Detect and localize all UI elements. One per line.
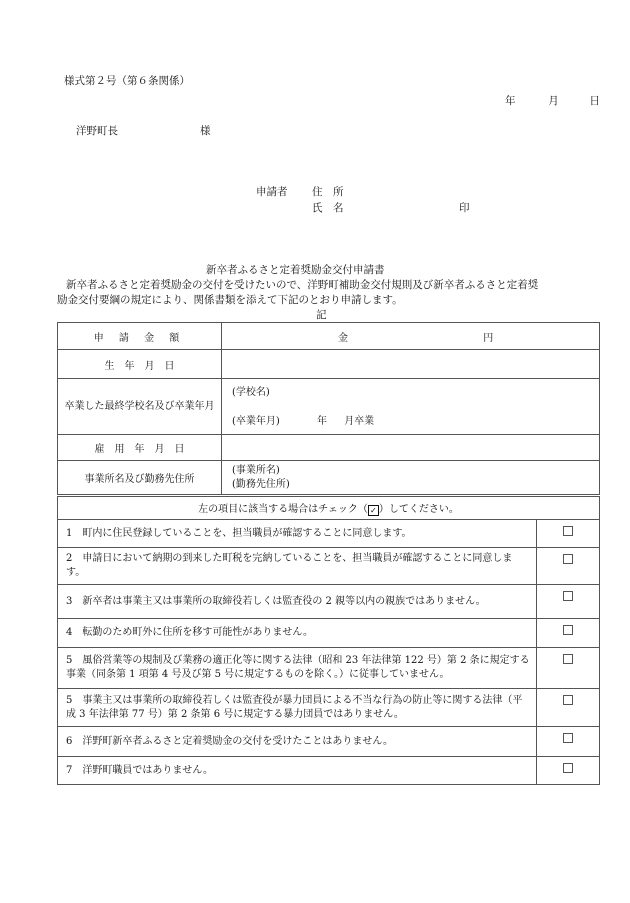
amount-prefix: 金 [338,332,348,344]
addressee: 洋野町長 [76,125,118,137]
checklist-item [58,727,600,757]
employment-row [58,435,600,461]
date-month: 月 [548,95,559,107]
checklist-table [57,496,600,785]
checklist-header-row [58,497,600,520]
checklist-item-cell [537,727,600,757]
checklist-item-cell [537,648,600,689]
office-value [222,461,600,495]
birth-row [58,350,600,379]
checklist-item [58,548,600,585]
employment-label: 雇 用 年 月 日 [58,435,222,461]
checklist-item [58,619,600,648]
checklist-item-text: 5 風俗営業等の規制及び業務の適正化等に関する法律（昭和 23 年法律第 122 号）第 2 条に規定する事業（同条第 1 項第 4 号及び第 5 号に規定するものを除く。）に従事していません。 [58,648,537,689]
checklist-item [58,757,600,785]
checklist-item-text: 5 事業主又は事業所の取締役若しくは監査役が暴力団員による不当な行為の防止等に関する法律（平成 3 年法律第 77 号）第 2 条第 6 号に規定する暴力団員ではありません。 [58,689,537,727]
amount-label: 申 請 金 額 [58,323,222,350]
checkbox[interactable] [563,625,573,635]
checklist-item-text: 1 町内に住民登録していることを、担当職員が確認することに同意します。 [58,520,537,548]
address-label: 住 所 [312,186,344,198]
checklist-item [58,648,600,689]
checkbox[interactable] [563,733,573,743]
checkbox[interactable] [563,654,573,664]
checklist-item-text: 6 洋野町新卒者ふるさと定着奨励金の交付を受けたことはありません。 [58,727,537,757]
graduation-year: 年 [317,415,327,427]
school-label: 卒業した最終学校名及び卒業年月 [58,379,222,435]
checklist-item [58,585,600,619]
checklist-header [58,497,600,520]
ki-heading: 記 [316,309,327,321]
checklist-item-cell [537,689,600,727]
checkbox[interactable] [563,763,573,773]
checklist-item [58,689,600,727]
document-title: 新卒者ふるさと定着奨励金交付申請書 [206,264,385,276]
form-number: 様式第２号（第６条関係） [64,75,190,87]
checklist-item-cell [537,619,600,648]
office-address: (勤務先住所) [232,478,290,490]
amount-row [58,323,600,350]
amount-value [222,323,600,350]
graduation-month: 月卒業 [344,415,375,427]
checkbox[interactable] [563,591,573,601]
checkmark-example-icon: ✓ [368,505,379,516]
checklist-item-cell [537,757,600,785]
school-value [222,379,600,435]
office-row [58,461,600,495]
checklist-item-text: 3 新卒者は事業主又は事業所の取締役若しくは監査役の 2 親等以内の親族ではありません。 [58,585,537,619]
checkbox[interactable] [563,526,573,536]
checkbox[interactable] [563,695,573,705]
checklist-item-cell [537,585,600,619]
application-info-table [57,322,600,495]
office-name: (事業所名) [232,464,280,476]
checklist-header-text-before: 左の項目に該当する場合はチェック（ [198,504,368,515]
employment-value [222,435,600,461]
body-text-line-1: 新卒者ふるさと定着奨励金の交付を受けたいので、洋野町補助金交付規則及び新卒者ふるさと定着奨 [66,279,539,291]
checklist-item [58,520,600,548]
checklist-item-text: 2 申請日において納期の到来した町税を完納していることを、担当職員が確認することに同意します。 [58,548,537,585]
name-label: 氏 名 [312,202,344,214]
body-text-line-2: 励金交付要綱の規定により、関係書類を添えて下記のとおり申請します。 [57,294,403,306]
honorific: 様 [200,125,211,137]
checklist-item-cell [537,520,600,548]
date-line [505,93,600,108]
birth-value [222,350,600,379]
birth-label: 生 年 月 日 [58,350,222,379]
checklist-item-cell [537,548,600,585]
amount-suffix: 円 [483,332,494,344]
seal-mark: 印 [459,202,470,214]
checklist-item-text: 4 転勤のため町外に住所を移す可能性がありません。 [58,619,537,648]
applicant-label: 申請者 [256,186,288,198]
graduation-line [232,413,599,430]
office-label: 事業所名及び勤務先住所 [58,461,222,495]
checkbox[interactable] [563,554,573,564]
school-row [58,379,600,435]
date-year: 年 [505,95,516,107]
checklist-header-text-after: ）してください。 [378,504,459,515]
checklist-item-text: 7 洋野町職員ではありません。 [58,757,537,785]
school-name: (学校名) [232,386,270,398]
date-day: 日 [589,95,600,107]
graduation-label: (卒業年月) [232,415,280,427]
